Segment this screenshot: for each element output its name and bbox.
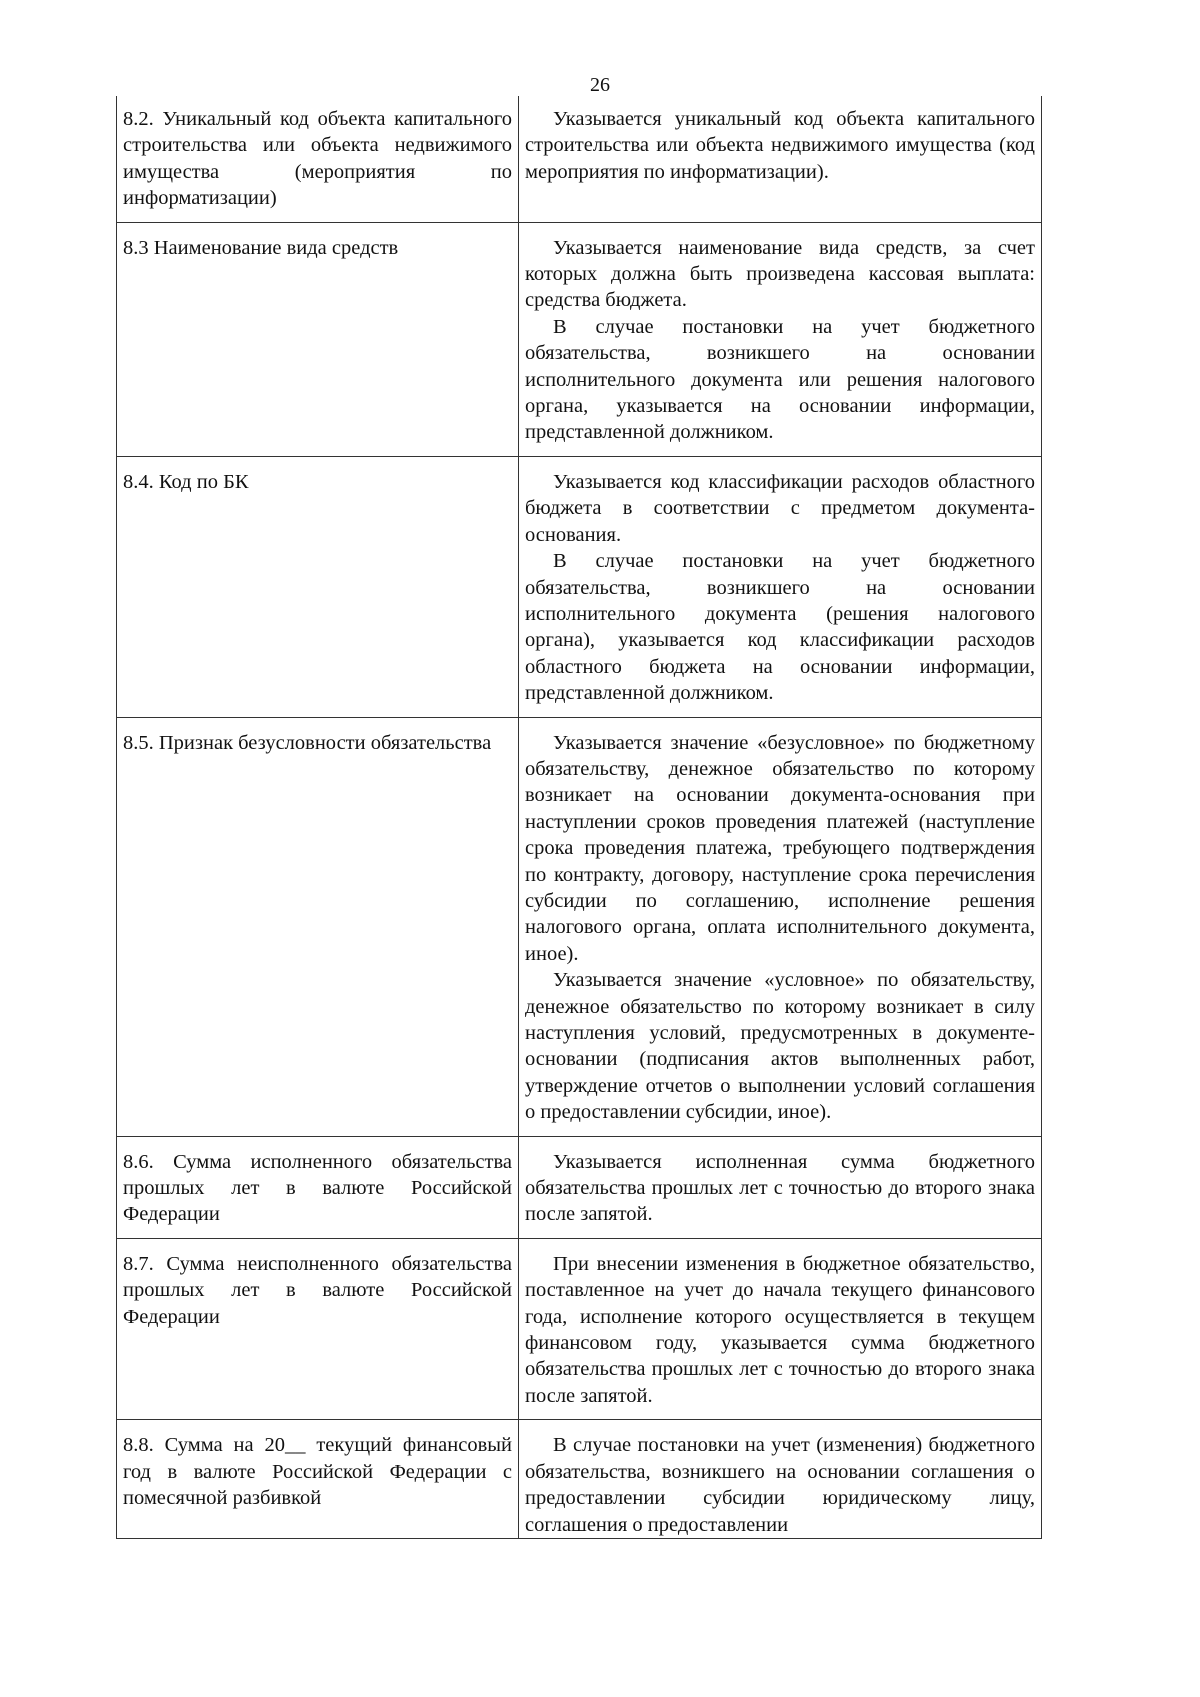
- field-label: 8.8. Сумма на 20__ текущий финансовый год в валюте Российской Федерации с помесячной разбивкой: [123, 1434, 512, 1510]
- table-row: [117, 1238, 1042, 1419]
- field-label-cell: [117, 1420, 519, 1539]
- field-label-cell: [117, 456, 519, 717]
- table-row: [117, 456, 1042, 717]
- description-paragraph: Указывается наименование вида средств, за счет которых должна быть произведена кассовая выплата: средства бюджета.: [525, 236, 1035, 312]
- field-description-cell: [519, 717, 1042, 1136]
- field-label-cell: [117, 717, 519, 1136]
- field-description-cell: [519, 96, 1042, 222]
- field-description-cell: [519, 456, 1042, 717]
- description-paragraph: В случае постановки на учет бюджетного обязательства, возникшего на основании исполнительного документа или решения налогового органа, указывается на основании информации, представленной должником.: [525, 315, 1035, 444]
- field-description-cell: [519, 1420, 1042, 1539]
- field-label-cell: [117, 1136, 519, 1238]
- field-label: 8.2. Уникальный код объекта капитального строительства или объекта недвижимого имущества (мероприятия по информатизации): [123, 108, 512, 210]
- description-paragraph: Указывается код классификации расходов областного бюджета в соответствии с предметом документа-основания.: [525, 470, 1035, 546]
- table-row: [117, 222, 1042, 456]
- description-paragraph: Указывается значение «безусловное» по бюджетному обязательству, денежное обязательство по которому возникает на основании документа-основания при наступлении сроков проведения платежей (наступление срока проведения платежа, требующего подтверждения по контракту, договору, наступление срока перечисления субсидии по соглашению, исполнение решения налогового органа, оплата исполнительного документа, иное).: [525, 731, 1035, 965]
- field-description-cell: [519, 1136, 1042, 1238]
- field-description-cell: [519, 1238, 1042, 1419]
- field-label: 8.7. Сумма неисполненного обязательства прошлых лет в валюте Российской Федерации: [123, 1252, 512, 1328]
- field-label-cell: [117, 222, 519, 456]
- field-label: 8.3 Наименование вида средств: [123, 236, 399, 259]
- field-label: 8.6. Сумма исполненного обязательства прошлых лет в валюте Российской Федерации: [123, 1150, 512, 1226]
- requirements-table: [116, 96, 1042, 1539]
- table-row: [117, 717, 1042, 1136]
- table-row: [117, 96, 1042, 222]
- field-description-cell: [519, 222, 1042, 456]
- page-number: 26: [590, 74, 610, 96]
- table-row: [117, 1136, 1042, 1238]
- description-paragraph: Указывается исполненная сумма бюджетного обязательства прошлых лет с точностью до второго знака после запятой.: [525, 1150, 1035, 1226]
- field-label: 8.5. Признак безусловности обязательства: [123, 731, 492, 754]
- description-paragraph: Указывается значение «условное» по обязательству, денежное обязательство по которому возникает в силу наступления условий, предусмотренных в документе-основании (подписания актов выполненных работ, утверждение отчетов о выполнении условий соглашения о предоставлении субсидии, иное).: [525, 969, 1035, 1124]
- description-paragraph: В случае постановки на учет бюджетного обязательства, возникшего на основании исполнительного документа (решения налогового органа), указывается код классификации расходов областного бюджета на основании информации, представленной должником.: [525, 550, 1035, 705]
- table-row: [117, 1420, 1042, 1539]
- description-paragraph: Указывается уникальный код объекта капитального строительства или объекта недвижимого имущества (код мероприятия по информатизации).: [525, 108, 1035, 183]
- description-paragraph: В случае постановки на учет (изменения) бюджетного обязательства, возникшего на основании соглашения о предоставлении субсидии юридическому лицу, соглашения о предоставлении: [525, 1434, 1035, 1536]
- field-label-cell: [117, 96, 519, 222]
- description-paragraph: При внесении изменения в бюджетное обязательство, поставленное на учет до начала текущего финансового года, исполнение которого осуществляется в текущем финансовом году, указывается сумма бюджетного обязательства прошлых лет с точностью до второго знака после запятой.: [525, 1252, 1035, 1407]
- field-label: 8.4. Код по БК: [123, 470, 249, 493]
- field-label-cell: [117, 1238, 519, 1419]
